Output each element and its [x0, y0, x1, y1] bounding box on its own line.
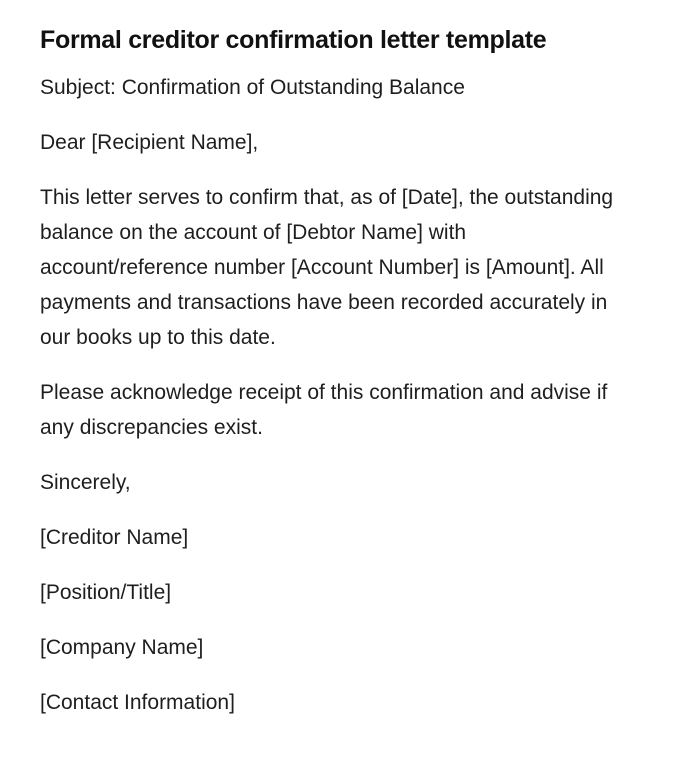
- page-title: Formal creditor confirmation letter template: [40, 26, 547, 54]
- body-paragraph: Please acknowledge receipt of this confirmation and advise if any discrepancies exist.: [40, 380, 608, 439]
- salutation: Dear [Recipient Name],: [40, 130, 259, 154]
- signature-line: [Company Name]: [40, 635, 204, 659]
- closing: Sincerely,: [40, 470, 131, 494]
- subject-line: Subject: Confirmation of Outstanding Balance: [40, 75, 465, 99]
- signature-line: [Creditor Name]: [40, 525, 189, 549]
- signature-line: [Position/Title]: [40, 580, 172, 604]
- body-paragraph: This letter serves to confirm that, as of [Date], the outstanding balance on the account of [Debtor Name] with account/reference number [Account Number] is [Amount]. All payments and transactions have been recorded accurately in our books up to this date.: [40, 185, 614, 349]
- signature-line: [Contact Information]: [40, 690, 235, 714]
